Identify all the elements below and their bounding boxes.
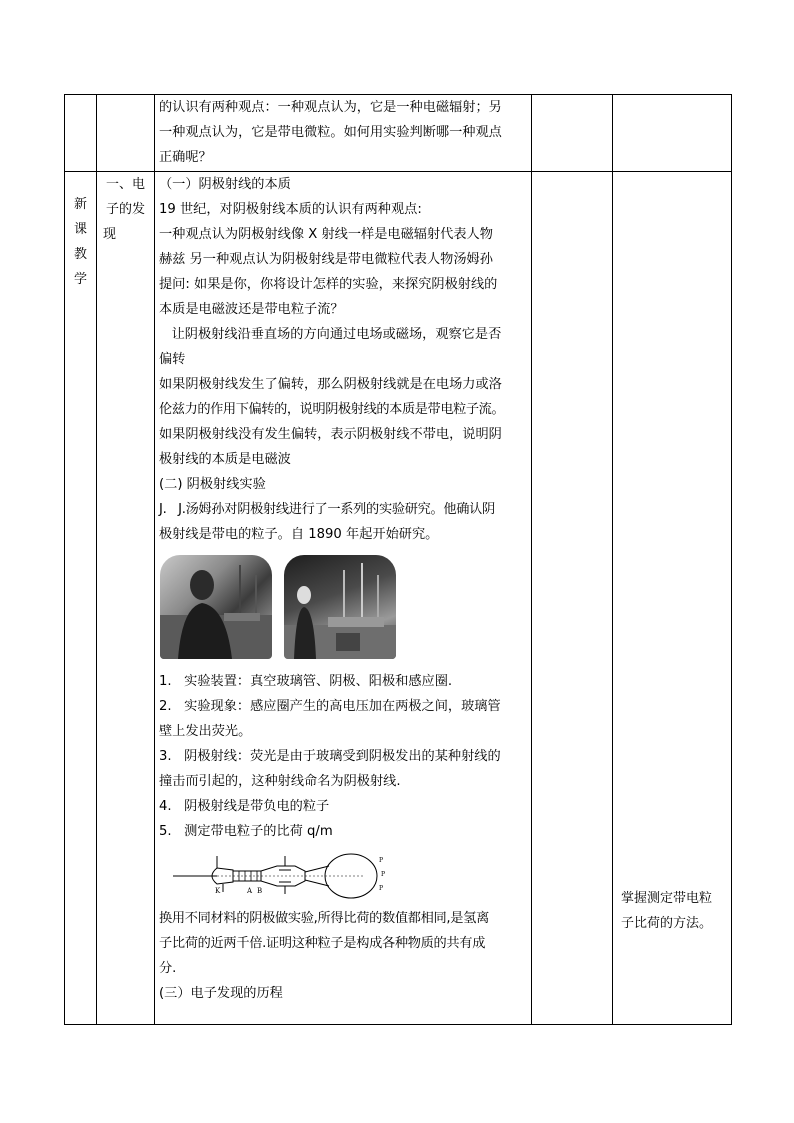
text-line: 3. 阴极射线：荧光是由于玻璃受到阴极发出的某种射线的 [159,749,501,764]
cell-section-empty [97,95,155,172]
stage-char: 学 [73,272,87,287]
text-line: 赫兹 另一种观点认为阴极射线是带电微粒代表人物汤姆孙 [159,252,493,267]
text-line: 极射线的本质是电磁波 [159,452,291,467]
text-line: 2. 实验现象：感应圈产生的高电压加在两极之间，玻璃管 [159,699,501,714]
label-p2: P [381,871,386,878]
text-line: 换用不同材料的阴极做实验,所得比荷的数值都相同,是氢离 [159,911,489,926]
lesson-plan-table [64,94,732,1025]
laboratory-photo [284,555,396,659]
portrait-illustration [160,555,272,659]
laboratory-illustration [284,555,396,659]
text-line: 极射线是带电的粒子。自 1890 年起开始研究。 [159,527,439,542]
text-line: 偏转 [159,352,186,367]
tube-diagram-svg [173,848,393,900]
text-line: 壁上发出荧光。 [159,724,252,739]
label-a: A [247,887,253,895]
cell-content [155,95,532,172]
text-line: 撞击而引起的，这种射线命名为阴极射线. [159,774,401,789]
note-line: 子比荷的方法。 [621,916,713,931]
stage-char: 课 [73,222,87,237]
text-line: 一种观点认为，它是带电微粒。如何用实验判断哪一种观点 [159,125,502,140]
cell-stage-empty [65,95,97,172]
text-line: 1. 实验装置：真空玻璃管、阴极、阳极和感应圈. [159,674,453,689]
text-line: 19 世纪，对阴极射线本质的认识有两种观点: [159,202,422,217]
text-line: 的认识有两种观点：一种观点认为，它是一种电磁辐射；另 [159,100,502,115]
section-line: 子的发 [105,202,145,217]
text-line: 正确呢？ [159,150,212,165]
cell-note-empty [613,95,732,172]
photo-row [155,547,531,669]
cell-content [155,172,532,1025]
stage-char: 新 [73,197,87,212]
text-line: 伦兹力的作用下偏转的，说明阴极射线的本质是带电粒子流。 [159,402,505,417]
text-line: 5. 测定带电粒子的比荷 q/m [159,824,333,839]
label-k: K [215,887,221,895]
cell-design-intent [613,172,732,1025]
section-line: 现 [103,227,117,242]
content-block-b [155,669,531,844]
text-line: 子比荷的近两千倍.证明这种粒子是构成各种物质的共有成 [159,936,486,951]
content-block-c [155,906,531,1006]
text-line: （一）阴极射线的本质 [159,177,291,192]
text-line: 一种观点认为阴极射线像 X 射线一样是电磁辐射代表人物 [159,227,493,242]
cathode-ray-tube-diagram [155,844,531,906]
text-line: 如果阴极射线发生了偏转，那么阴极射线就是在电场力或洛 [159,377,502,392]
cell-student-empty [532,95,613,172]
section-label [97,172,154,247]
table-row [65,172,732,1025]
text-line: 本质是电磁波还是带电粒子流？ [159,302,344,317]
text-line: 分. [159,961,177,976]
text-line: 让阴极射线沿垂直场的方向通过电场或磁场，观察它是否 [159,327,502,342]
label-p3: P [379,885,384,892]
stage-char: 教 [73,247,87,262]
cell-section [97,172,155,1025]
table-row [65,95,732,172]
label-b: B [257,887,263,895]
section-line: 一、电 [105,177,145,192]
text-line: 提问: 如果是你，你将设计怎样的实验，来探究阴极射线的 [159,277,498,292]
note-line: 掌握测定带电粒 [621,891,713,906]
stage-label [65,172,96,292]
text-line: 如果阴极射线没有发生偏转，表示阴极射线不带电，说明阴 [159,427,502,442]
label-p1: P [379,857,384,864]
text-line: 4. 阴极射线是带负电的粒子 [159,799,330,814]
text-line: (二) 阴极射线实验 [159,477,266,492]
text-line: (三）电子发现的历程 [159,986,283,1001]
cell-student-activity [532,172,613,1025]
content-block-a [155,172,531,547]
content-block [155,95,531,170]
cell-stage [65,172,97,1025]
text-line: J. J.汤姆孙对阴极射线进行了一系列的实验研究。他确认阴 [159,502,495,517]
design-note [613,884,731,936]
thomson-portrait-photo [160,555,272,659]
